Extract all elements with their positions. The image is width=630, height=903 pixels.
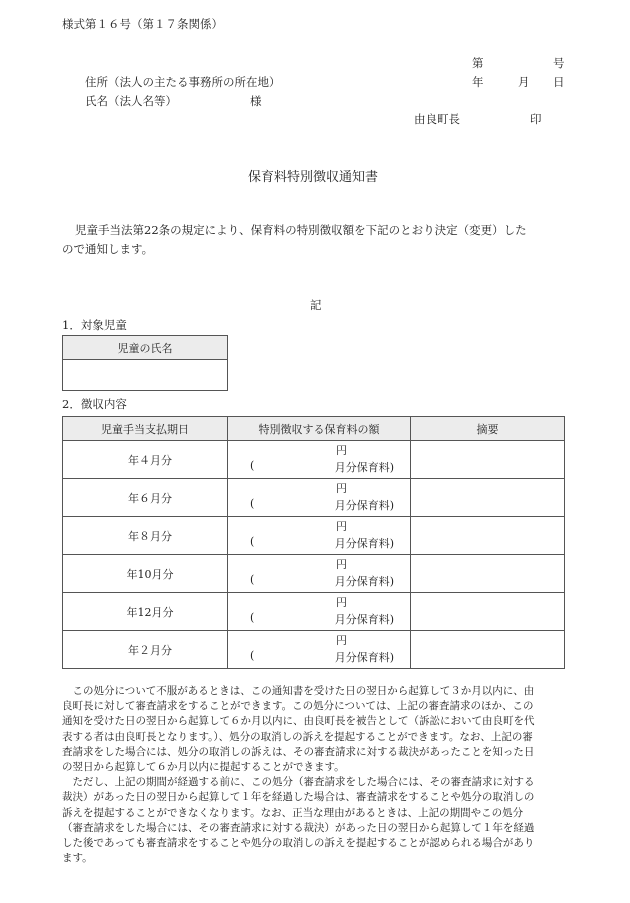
period-cell: 年２月分 [63, 631, 228, 669]
notice-line: 査請求をした場合には、処分の取消しの訴えは、その審査請求に対する裁決があったことを知った日 [62, 745, 535, 758]
intro-paragraph [62, 221, 527, 259]
yen-label: 円 [336, 634, 347, 647]
child-table [62, 335, 228, 391]
yen-label: 円 [336, 482, 347, 495]
day-label: 日 [553, 75, 565, 89]
appeal-notice [62, 684, 567, 866]
notice-line: ます。 [62, 852, 93, 865]
month-fee-label: 月分保育料) [334, 575, 394, 588]
period-cell: 年６月分 [63, 479, 228, 517]
paren-open: ( [250, 459, 255, 472]
ki-label: 記 [310, 298, 322, 312]
document-title: 保育料特別徴収通知書 [248, 170, 379, 185]
number-prefix: 第 [472, 56, 484, 70]
month-fee-label: 月分保育料) [334, 461, 394, 474]
header-remarks: 摘要 [411, 417, 565, 441]
notice-line: 表する者は由良町長となります。）、処分の取消しの訴えを提起することができます。なお、上記の審 [62, 730, 533, 743]
notice-line: 訴えを提起することができなくなります。なお、正当な理由があるときは、上記の期間やこの処分 [62, 806, 524, 819]
form-number: 様式第１６号（第１７条関係） [62, 17, 223, 31]
section1-label: 1．対象児童 [62, 318, 127, 332]
notice-line: この処分について不服があるときは、この通知書を受けた日の翌日から起算して３か月以内に、由 [62, 685, 535, 697]
remarks-cell [411, 441, 565, 479]
table-row [63, 517, 565, 555]
yen-label: 円 [336, 444, 347, 457]
paren-open: ( [250, 497, 255, 510]
amount-cell [228, 479, 411, 517]
amount-cell [228, 555, 411, 593]
yen-label: 円 [336, 596, 347, 609]
notice-line: の翌日から起算して６か月以内に提起することができます。 [62, 761, 345, 774]
period-cell: 年４月分 [63, 441, 228, 479]
header-fee-amount: 特別徴収する保育料の額 [228, 417, 411, 441]
intro-line-2: ので通知します。 [62, 242, 154, 256]
month-label: 月 [518, 75, 530, 89]
notice-line: 通知を受けた日の翌日から起算して６か月以内に、由良町長を被告として（訴訟において由良町を代 [62, 715, 535, 728]
notice-line: （審査請求をした場合には、その審査請求に対する裁決）があった日の翌日から起算して１年を経過 [62, 821, 535, 834]
amount-cell [228, 517, 411, 555]
remarks-cell [411, 555, 565, 593]
period-cell: 年８月分 [63, 517, 228, 555]
number-suffix: 号 [553, 56, 565, 70]
month-fee-label: 月分保育料) [334, 651, 394, 664]
child-name-cell [63, 360, 228, 391]
remarks-cell [411, 517, 565, 555]
address-label: 住所（法人の主たる事務所の所在地） [85, 75, 281, 89]
yen-label: 円 [336, 558, 347, 571]
remarks-cell [411, 479, 565, 517]
honorific: 様 [250, 94, 262, 108]
notice-line: 良町長に対して審査請求をすることができます。この処分については、上記の審査請求のほか、この [62, 700, 534, 713]
name-label: 氏名（法人名等） [85, 94, 177, 108]
table-row [63, 555, 565, 593]
period-cell: 年10月分 [63, 555, 228, 593]
paren-open: ( [250, 535, 255, 548]
seal-mark: 印 [530, 112, 542, 126]
header-payment-date: 児童手当支払期日 [63, 417, 228, 441]
period-cell: 年12月分 [63, 593, 228, 631]
remarks-cell [411, 593, 565, 631]
month-fee-label: 月分保育料) [334, 613, 394, 626]
table-row [63, 441, 565, 479]
amount-cell [228, 441, 411, 479]
notice-line: ただし、上記の期間が経過する前に、この処分（審査請求をした場合には、その審査請求に対する [62, 776, 535, 789]
yen-label: 円 [336, 520, 347, 533]
month-fee-label: 月分保育料) [334, 537, 394, 550]
issuer-name: 由良町長 [414, 112, 460, 126]
intro-line-1: 児童手当法第22条の規定により、保育料の特別徴収額を下記のとおり決定（変更）した [75, 223, 527, 237]
notice-line: した後であっても審査請求をすることや処分の取消しの訴えを提起することが認められる場合があり [62, 837, 535, 850]
month-fee-label: 月分保育料) [334, 499, 394, 512]
table-row [63, 631, 565, 669]
amount-cell [228, 593, 411, 631]
paren-open: ( [250, 573, 255, 586]
paren-open: ( [250, 611, 255, 624]
section2-label: 2．徴収内容 [62, 397, 127, 411]
notice-line: 裁決）があった日の翌日から起算して１年を経過した場合は、審査請求をすることや処分の取消しの [62, 791, 535, 804]
remarks-cell [411, 631, 565, 669]
collection-table [62, 416, 565, 669]
table-row [63, 479, 565, 517]
table-row [63, 593, 565, 631]
child-name-header: 児童の氏名 [63, 336, 228, 360]
year-label: 年 [472, 75, 484, 89]
amount-cell [228, 631, 411, 669]
paren-open: ( [250, 649, 255, 662]
